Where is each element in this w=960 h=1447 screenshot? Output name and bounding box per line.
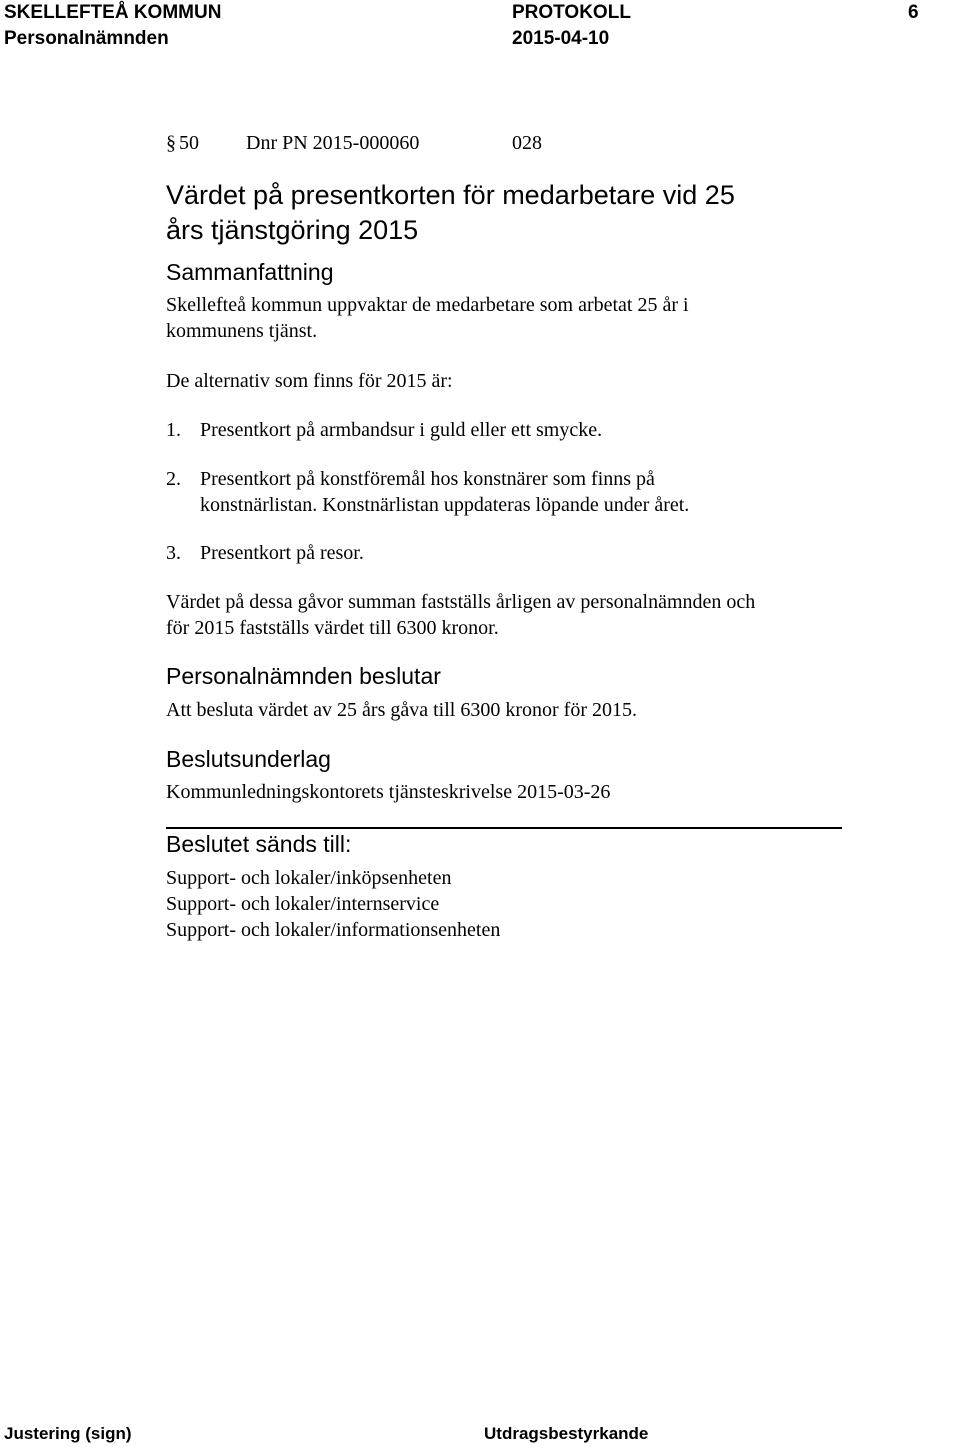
list-item-1-number: 1. bbox=[166, 419, 181, 441]
footer-utdragsbestyrkande: Utdragsbestyrkande bbox=[484, 1424, 649, 1443]
page-number: 6 bbox=[908, 2, 919, 23]
page-title-line-1: Värdet på presentkorten för medarbetare vid 25 bbox=[166, 180, 735, 210]
case-dnr: Dnr PN 2015-000060 bbox=[246, 132, 420, 154]
sent-to-heading: Beslutet sänds till: bbox=[166, 831, 352, 857]
list-item-3-text: Presentkort på resor. bbox=[200, 542, 364, 564]
section-divider bbox=[166, 827, 842, 829]
summary-para1-line2: kommunens tjänst. bbox=[166, 320, 318, 342]
basis-text: Kommunledningskontorets tjänsteskrivelse 2015-03-26 bbox=[166, 781, 611, 803]
summary-para2-line1: Värdet på dessa gåvor summan fastställs årligen av personalnämnden och bbox=[166, 591, 756, 613]
recipient-2: Support- och lokaler/internservice bbox=[166, 893, 440, 915]
case-code: 028 bbox=[512, 132, 542, 154]
list-item-3-number: 3. bbox=[166, 542, 181, 564]
decision-text: Att besluta värdet av 25 års gåva till 6300 kronor för 2015. bbox=[166, 699, 637, 721]
summary-para1-line1: Skellefteå kommun uppvaktar de medarbetare som arbetat 25 år i bbox=[166, 294, 689, 316]
recipient-1: Support- och lokaler/inköpsenheten bbox=[166, 867, 452, 889]
list-item-1-text: Presentkort på armbandsur i guld eller ett smycke. bbox=[200, 419, 603, 441]
doc-type: PROTOKOLL bbox=[512, 2, 631, 23]
footer-justering: Justering (sign) bbox=[4, 1424, 132, 1443]
list-item-2-text-line1: Presentkort på konstföremål hos konstnärer som finns på bbox=[200, 468, 655, 490]
list-item-2-text-line2: konstnärlistan. Konstnärlistan uppdateras löpande under året. bbox=[200, 494, 690, 516]
committee-name: Personalnämnden bbox=[4, 28, 169, 49]
basis-heading: Beslutsunderlag bbox=[166, 746, 331, 772]
decision-heading: Personalnämnden beslutar bbox=[166, 663, 441, 689]
case-line bbox=[166, 130, 199, 156]
list-item-2-number: 2. bbox=[166, 468, 181, 490]
page-title-line-2: års tjänstgöring 2015 bbox=[166, 215, 419, 245]
summary-heading: Sammanfattning bbox=[166, 259, 334, 285]
org-name: SKELLEFTEÅ KOMMUN bbox=[4, 2, 222, 23]
paragraph-number: 50 bbox=[179, 132, 199, 154]
summary-para2-line2: för 2015 fastställs värdet till 6300 kronor. bbox=[166, 617, 499, 639]
meeting-date: 2015-04-10 bbox=[512, 28, 610, 49]
recipient-3: Support- och lokaler/informationsenheten bbox=[166, 919, 501, 941]
summary-intro: De alternativ som finns för 2015 är: bbox=[166, 370, 453, 392]
paragraph-symbol: § bbox=[166, 132, 176, 154]
